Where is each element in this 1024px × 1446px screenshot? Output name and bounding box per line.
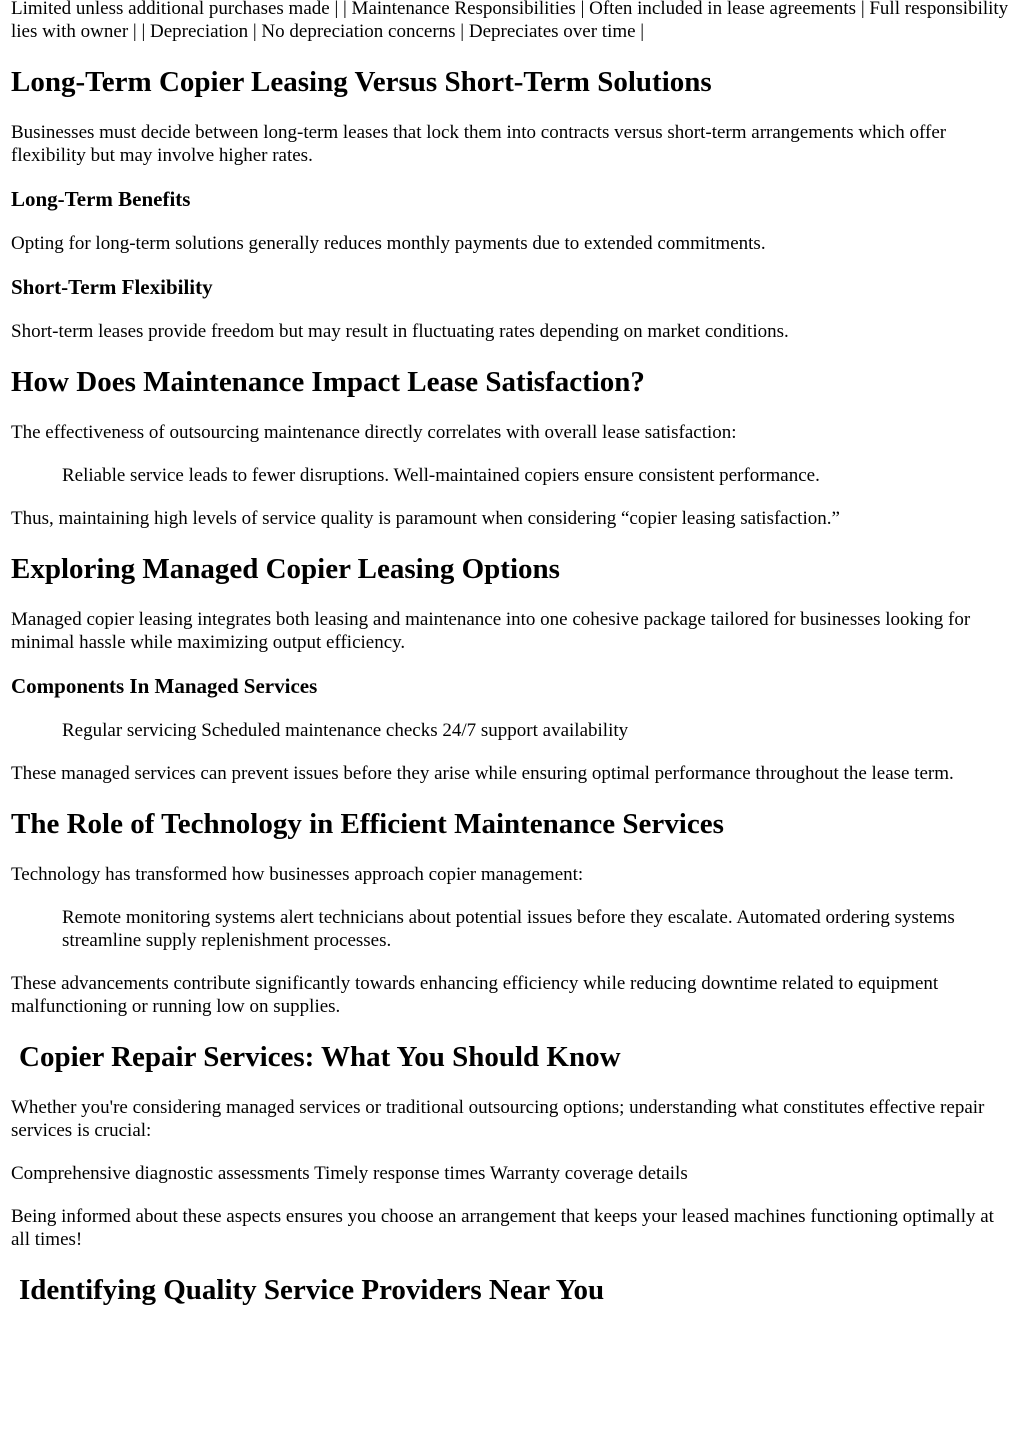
heading-managed-leasing: Exploring Managed Copier Leasing Options <box>11 553 560 585</box>
paragraph-maintenance-outro: Thus, maintaining high levels of service quality is paramount when considering “copier leasing satisfaction.” <box>11 508 840 529</box>
paragraph-repair-outro: Being informed about these aspects ensures you choose an arrangement that keeps your leased machines functioning optimally at all times! <box>11 1206 994 1250</box>
heading-technology-role: The Role of Technology in Efficient Maintenance Services <box>11 808 724 840</box>
heading-maintenance-impact: How Does Maintenance Impact Lease Satisfaction? <box>11 366 645 398</box>
subheading-long-term-benefits: Long-Term Benefits <box>11 187 191 211</box>
subheading-short-term-flexibility: Short-Term Flexibility <box>11 275 213 299</box>
paragraph-long-vs-short-intro: Businesses must decide between long-term leases that lock them into contracts versus short-term arrangements which offer flexibility but may involve higher rates. <box>11 122 947 166</box>
heading-repair-services: Copier Repair Services: What You Should Know <box>19 1041 621 1073</box>
paragraph-maintenance-intro: The effectiveness of outsourcing maintenance directly correlates with overall lease satisfaction: <box>11 422 737 443</box>
heading-quality-providers: Identifying Quality Service Providers Near You <box>19 1274 605 1306</box>
paragraph-repair-intro: Whether you're considering managed services or traditional outsourcing options; understanding what constitutes effective repair services is crucial: <box>11 1097 985 1141</box>
subheading-managed-components: Components In Managed Services <box>11 674 318 698</box>
paragraph-managed-outro: These managed services can prevent issues before they arise while ensuring optimal performance throughout the lease term. <box>11 763 954 784</box>
paragraph-long-term-benefits: Opting for long-term solutions generally reduces monthly payments due to extended commitments. <box>11 233 766 254</box>
heading-long-vs-short-term: Long-Term Copier Leasing Versus Short-Term Solutions <box>11 66 712 98</box>
paragraph-managed-intro: Managed copier leasing integrates both leasing and maintenance into one cohesive package tailored for businesses looking for minimal hassle while maximizing output efficiency. <box>11 609 971 653</box>
quote-managed-components: Regular servicing Scheduled maintenance checks 24/7 support availability <box>62 720 629 741</box>
quote-technology-points: Remote monitoring systems alert technicians about potential issues before they escalate. Automated ordering systems streamline supply replenishment processes. <box>62 907 955 951</box>
quote-maintenance-points: Reliable service leads to fewer disruptions. Well-maintained copiers ensure consistent performance. <box>62 465 820 486</box>
paragraph-technology-intro: Technology has transformed how businesses approach copier management: <box>11 864 584 885</box>
paragraph-technology-outro: These advancements contribute significantly towards enhancing efficiency while reducing downtime related to equipment malfunctioning or running low on supplies. <box>11 973 939 1017</box>
table-fragment-text: Limited unless additional purchases made | | Maintenance Responsibilities | Often included in lease agreements | Full responsibility lies with owner | | Depreciation | No depreciation concerns | Depreciates over time | <box>11 0 1009 42</box>
paragraph-short-term-flexibility: Short-term leases provide freedom but may result in fluctuating rates depending on market conditions. <box>11 321 789 342</box>
paragraph-repair-list: Comprehensive diagnostic assessments Timely response times Warranty coverage details <box>11 1163 688 1184</box>
